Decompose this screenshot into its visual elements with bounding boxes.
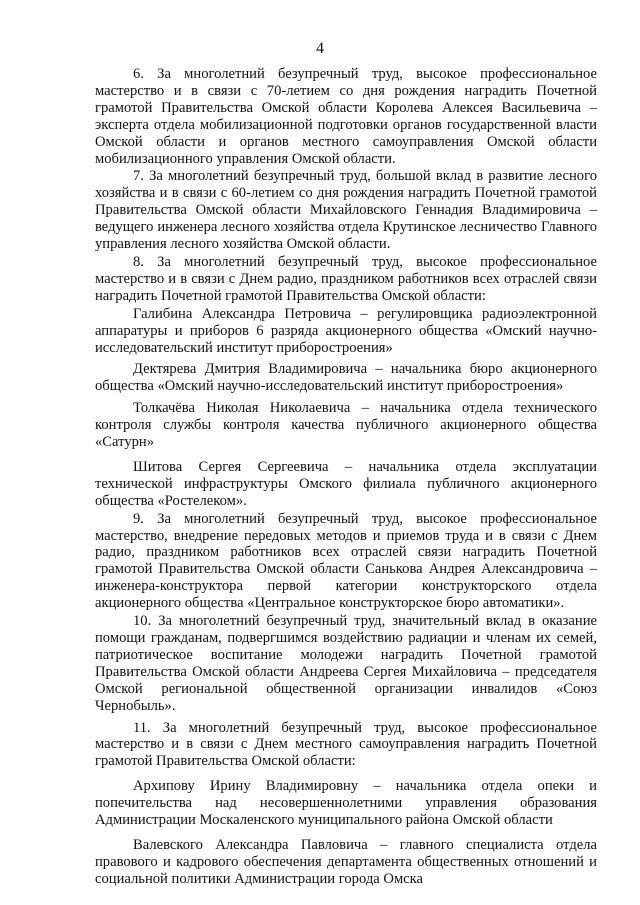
awardee-shitov: Шитова Сергея Сергеевича – начальника отдела эксплуатации технической инфраструктуры Омского филиала публичного акционерного общества «Ростелеком». bbox=[95, 458, 597, 509]
paragraph-8: 8. За многолетний безупречный труд, высокое профессиональное мастерство и в связи с Днем радио, праздником работников всех отраслей связи наградить Почетной грамотой Правительства Омской области: bbox=[95, 253, 597, 304]
awardee-dektyarev: Дектярева Дмитрия Владимировича – начальника бюро акционерного общества «Омский научно-исследовательский институт приборостроения» bbox=[95, 361, 597, 395]
paragraph-6: 6. За многолетний безупречный труд, высокое профессиональное мастерство и в связи с 70-летием со дня рождения наградить Почетной грамотой Правительства Омской области Королева Алексея Васильевича – эксперта отдела мобилизационной подготовки органов государственной власти Омской области и органов местного самоуправления Омской области мобилизационного управления Омской области. bbox=[95, 66, 597, 167]
paragraph-10: 10. За многолетний безупречный труд, значительный вклад в оказание помощи гражданам, подвергшимся воздействию радиации и членам их семей, патриотическое воспитание молодежи наградить Почетной грамотой Правительства Омской области Андреева Сергея Михайловича – председателя Омской региональной общественной организации инвалидов «Союз Чернобыль». bbox=[95, 613, 597, 714]
paragraph-11: 11. За многолетний безупречный труд, высокое профессиональное мастерство и в связи с Днем местного самоуправления наградить Почетной грамотой Правительства Омской области: bbox=[95, 719, 597, 770]
awardee-galibin: Галибина Александра Петровича – регулировщика радиоэлектронной аппаратуры и приборов 6 разряда акционерного общества «Омский научно-исследовательский институт приборостроения» bbox=[95, 305, 597, 356]
page-number: 4 bbox=[316, 40, 324, 57]
document-body bbox=[95, 66, 597, 888]
awardee-tolkachev: Толкачёва Николая Николаевича – начальника отдела технического контроля службы контроля качества публичного акционерного общества «Сатурн» bbox=[95, 400, 597, 451]
awardee-arkhipova: Архипову Ирину Владимировну – начальника отдела опеки и попечительства над несовершеннолетними управления образования Администрации Москаленского муниципального района Омской области bbox=[95, 778, 597, 829]
paragraph-9: 9. За многолетний безупречный труд, высокое профессиональное мастерство, внедрение передовых методов и приемов труда и в связи с Днем радио, праздником работников всех отраслей связи наградить Почетной грамотой Правительства Омской области Санькова Андрея Александровича – инженера-конструктора первой категории конструкторского отдела акционерного общества «Центральное конструкторское бюро автоматики». bbox=[95, 510, 597, 612]
paragraph-7: 7. За многолетний безупречный труд, большой вклад в развитие лесного хозяйства и в связи с 60-летием со дня рождения наградить Почетной грамотой Правительства Омской области Михайловского Геннадия Владимировича – ведущего инженера лесного хозяйства отдела Крутинское лесничество Главного управления лесного хозяйства Омской области. bbox=[95, 168, 597, 253]
awardee-valevsky: Валевского Александра Павловича – главного специалиста отдела правового и кадрового обеспечения департамента общественных отношений и социальной политики Администрации города Омска bbox=[95, 836, 597, 887]
